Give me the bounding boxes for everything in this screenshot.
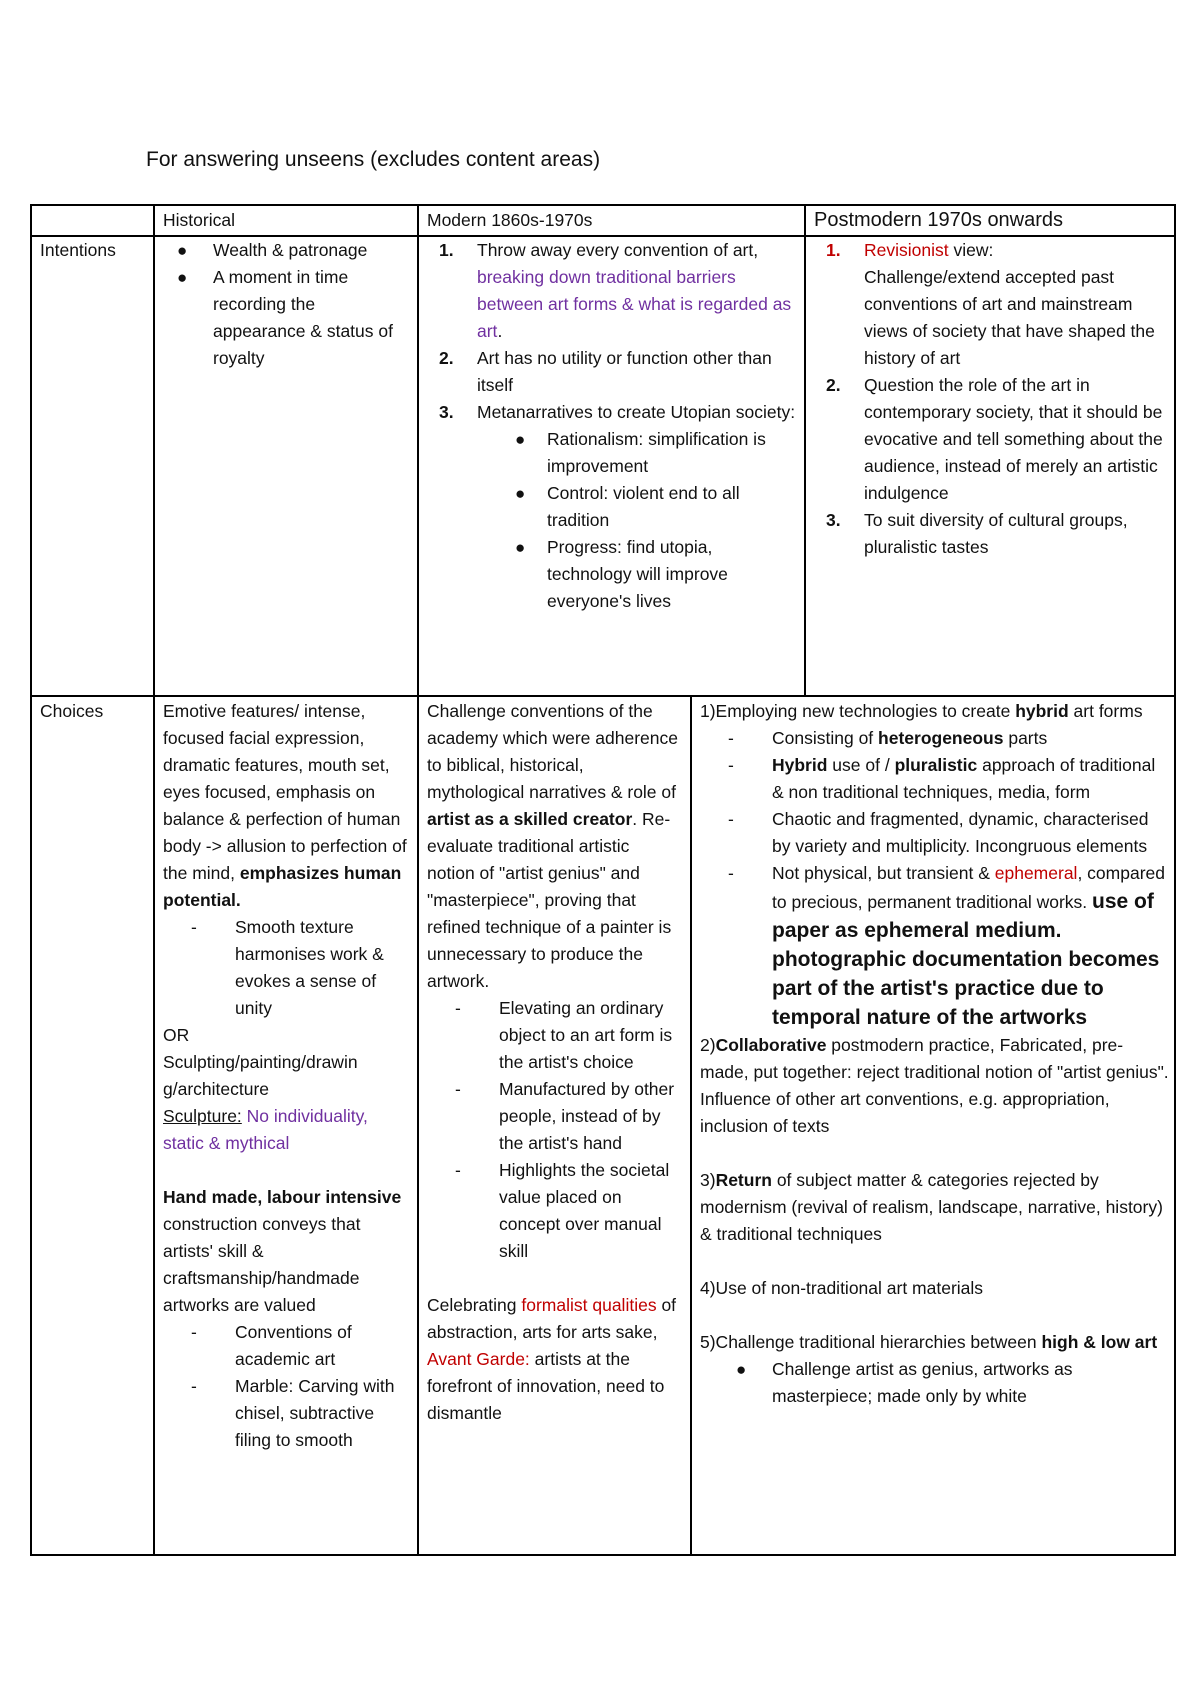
list-item: 1. Throw away every convention of art, breaking down traditional barriers between art forms & what is regarded as art. bbox=[439, 240, 792, 341]
list-item: 1. Revisionist view: Challenge/extend accepted past conventions of art and mainstream views of society that have shaped the history of art bbox=[826, 240, 1155, 368]
list-item: ● A moment in time recording the appearance & status of royalty bbox=[163, 264, 408, 372]
col-divider bbox=[690, 697, 692, 1556]
paragraph: 5)Challenge traditional hierarchies between high & low art bbox=[700, 1332, 1158, 1352]
paragraph: Emotive features/ intense, focused facial expression, dramatic features, mouth set, eyes focused, emphasis on balance & perfection of human body -> allusion to perfection of the mind, emphasizes human potential. bbox=[163, 701, 407, 910]
list-item: - Conventions of academic art bbox=[191, 1322, 352, 1369]
list-item: - Consisting of heterogeneous parts bbox=[728, 728, 1048, 748]
page-title: For answering unseens (excludes content areas) bbox=[146, 148, 601, 171]
bullet-icon: ● bbox=[177, 241, 188, 260]
list-item: ● Wealth & patronage bbox=[163, 237, 408, 264]
paragraph: 2)Collaborative postmodern practice, Fabricated, pre-made, put together: reject traditional notion of "artist genius". Influence of other art conventions, e.g. appropriation, inclusion of texts bbox=[700, 1035, 1169, 1136]
bullet-icon: ● bbox=[515, 484, 526, 503]
list-item: - Elevating an ordinary object to an art form is the artist's choice bbox=[455, 998, 673, 1072]
paragraph: 4)Use of non-traditional art materials bbox=[700, 1278, 984, 1298]
list-item: ● Challenge artist as genius, artworks as masterpiece; made only by white bbox=[700, 1356, 1170, 1410]
list-item: - Smooth texture harmonises work & evokes a sense of unity bbox=[191, 917, 384, 1018]
paragraph: 1)Employing new technologies to create hybrid art forms bbox=[700, 701, 1143, 721]
list-item: ● Progress: find utopia, technology will improve everyone's lives bbox=[427, 534, 799, 615]
row-divider bbox=[32, 695, 1176, 697]
row-label-choices: Choices bbox=[40, 701, 104, 721]
list-item: - Hybrid use of / pluralistic approach of traditional & non traditional techniques, media, form bbox=[728, 755, 1156, 802]
paragraph: Challenge conventions of the academy which were adherence to biblical, historical, mythological narratives & role of artist as a skilled creator. Re-evaluate traditional artistic notion of "artist genius" and "masterpiece", proving that refined technique of a painter is unnecessary to produce the artwork. bbox=[427, 701, 678, 991]
bullet-icon: ● bbox=[736, 1360, 747, 1379]
bullet-icon: ● bbox=[515, 538, 526, 557]
intentions-historical bbox=[163, 237, 408, 372]
choices-historical bbox=[163, 698, 411, 1454]
row-label-intentions: Intentions bbox=[40, 240, 116, 260]
header-postmodern: Postmodern 1970s onwards bbox=[814, 209, 1064, 231]
bullet-icon: ● bbox=[515, 430, 526, 449]
col-divider bbox=[417, 206, 419, 1556]
choices-modern bbox=[427, 698, 679, 1427]
paragraph: Celebrating formalist qualities of abstraction, arts for arts sake, Avant Garde: artists at the forefront of innovation, need to dismantle bbox=[427, 1295, 677, 1423]
list-item: 3. Metanarratives to create Utopian society: bbox=[439, 402, 796, 422]
choices-postmodern bbox=[700, 698, 1170, 1410]
col-divider bbox=[153, 206, 155, 1556]
paragraph: OR bbox=[163, 1025, 190, 1045]
list-item: - Not physical, but transient & ephemeral, compared to precious, permanent traditional works. use of paper as ephemeral medium. photographic documentation becomes part of the artist's practice due to temporal nature of the artworks bbox=[728, 863, 1165, 1029]
list-item: - Marble: Carving with chisel, subtractive filing to smooth bbox=[191, 1376, 395, 1450]
list-item: 2. Question the role of the art in contemporary society, that it should be evocative and tell something about the audience, instead of merely an artistic indulgence bbox=[826, 375, 1163, 503]
list-item: - Manufactured by other people, instead of by the artist's hand bbox=[455, 1079, 675, 1153]
col-divider bbox=[804, 206, 806, 697]
list-item: 3. To suit diversity of cultural groups, pluralistic tastes bbox=[826, 510, 1128, 557]
list-item: ● Rationalism: simplification is improvement bbox=[427, 426, 799, 480]
paragraph: Sculpture: No individuality, static & mythical bbox=[163, 1106, 368, 1153]
paragraph: Hand made, labour intensive construction conveys that artists' skill & craftsmanship/handmade artworks are valued bbox=[163, 1187, 402, 1315]
intentions-modern bbox=[427, 237, 799, 615]
bullet-icon: ● bbox=[177, 268, 188, 287]
paragraph: Sculpting/painting/drawin g/architecture bbox=[163, 1052, 358, 1099]
header-historical: Historical bbox=[163, 210, 235, 230]
list-item: 2. Art has no utility or function other than itself bbox=[439, 348, 772, 395]
list-item: - Highlights the societal value placed on concept over manual skill bbox=[455, 1160, 670, 1261]
header-modern: Modern 1860s-1970s bbox=[427, 210, 593, 230]
intentions-postmodern bbox=[814, 237, 1169, 561]
paragraph: 3)Return of subject matter & categories rejected by modernism (revival of realism, landscape, narrative, history) & traditional techniques bbox=[700, 1170, 1163, 1244]
list-item: - Chaotic and fragmented, dynamic, characterised by variety and multiplicity. Incongruous elements bbox=[728, 809, 1149, 856]
comparison-table bbox=[30, 204, 1176, 1556]
list-item: ● Control: violent end to all tradition bbox=[427, 480, 799, 534]
